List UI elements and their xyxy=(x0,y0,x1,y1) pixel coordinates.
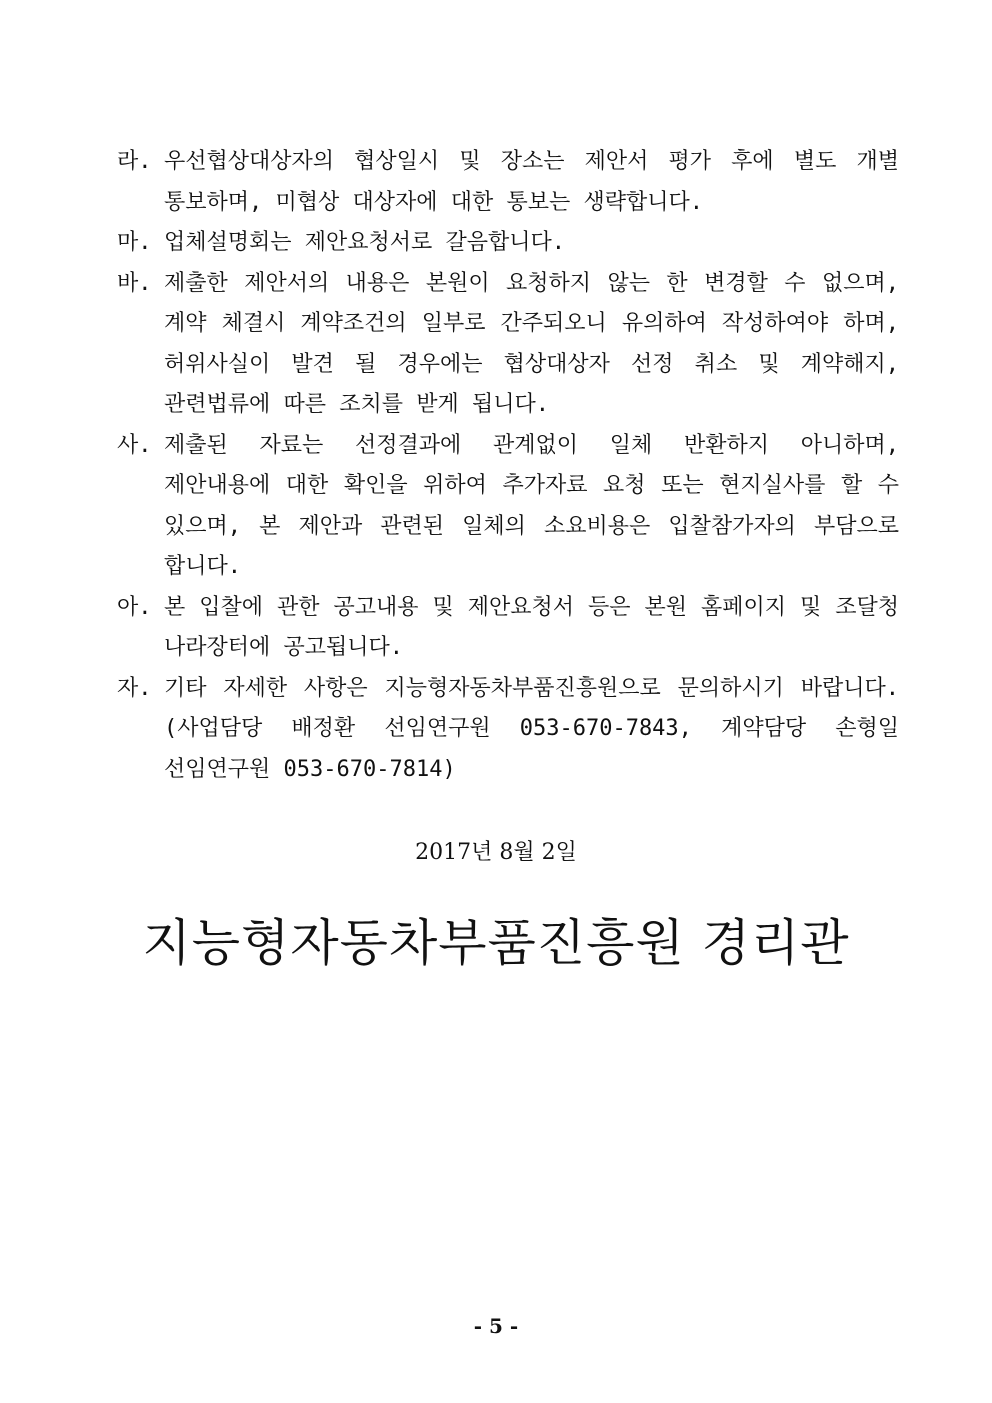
item-marker: 라. xyxy=(117,149,152,174)
page-number: - 5 - xyxy=(473,1314,519,1338)
item-marker: 마. xyxy=(117,230,152,255)
item-marker: 바. xyxy=(117,270,152,296)
item-marker: 아. xyxy=(117,594,152,620)
item-text: 업체설명회는 제안요청서로 갈음합니다. xyxy=(164,230,566,255)
item-text: 우선협상대상자의 협상일시 및 장소는 제안서 평가 후에 별도 개별 통보하며, 미협상 대상자에 대한 통보는 생략합니다. xyxy=(164,149,899,215)
item-text: 제출된 자료는 선정결과에 관계없이 일체 반환하지 아니하며, 제안내용에 대한 확인을 위하여 추가자료 요청 또는 현지실사를 할 수 있으며, 본 제안과 관련된 일체의 소요비용은 입찰참가자의 부담으로 합니다. xyxy=(164,432,899,579)
notice-list xyxy=(117,142,899,790)
issuing-organization: 지능형자동차부품진흥원 경리관 xyxy=(142,914,850,972)
list-item xyxy=(117,588,899,669)
list-item xyxy=(117,669,899,791)
list-item xyxy=(117,426,899,588)
item-text: 기타 자세한 사항은 지능형자동차부품진흥원으로 문의하시기 바랍니다.(사업담당 배정환 선임연구원 053-670-7843, 계약담당 손형일 선임연구원 053-670-7814) xyxy=(164,675,899,782)
list-item xyxy=(117,223,899,264)
document-date: 2017년 8월 2일 xyxy=(415,840,577,865)
list-item xyxy=(117,264,899,426)
item-text: 제출한 제안서의 내용은 본원이 요청하지 않는 한 변경할 수 없으며, 계약 체결시 계약조건의 일부로 간주되오니 유의하여 작성하여야 하며, 허위사실이 발견 될 경우에는 협상대상자 선정 취소 및 계약해지, 관련법류에 따른 조치를 받게 됩니다. xyxy=(164,270,899,417)
item-marker: 사. xyxy=(117,432,152,458)
list-item xyxy=(117,142,899,223)
item-marker: 자. xyxy=(117,675,152,701)
item-text: 본 입찰에 관한 공고내용 및 제안요청서 등은 본원 홈페이지 및 조달청 나라장터에 공고됩니다. xyxy=(164,594,899,660)
